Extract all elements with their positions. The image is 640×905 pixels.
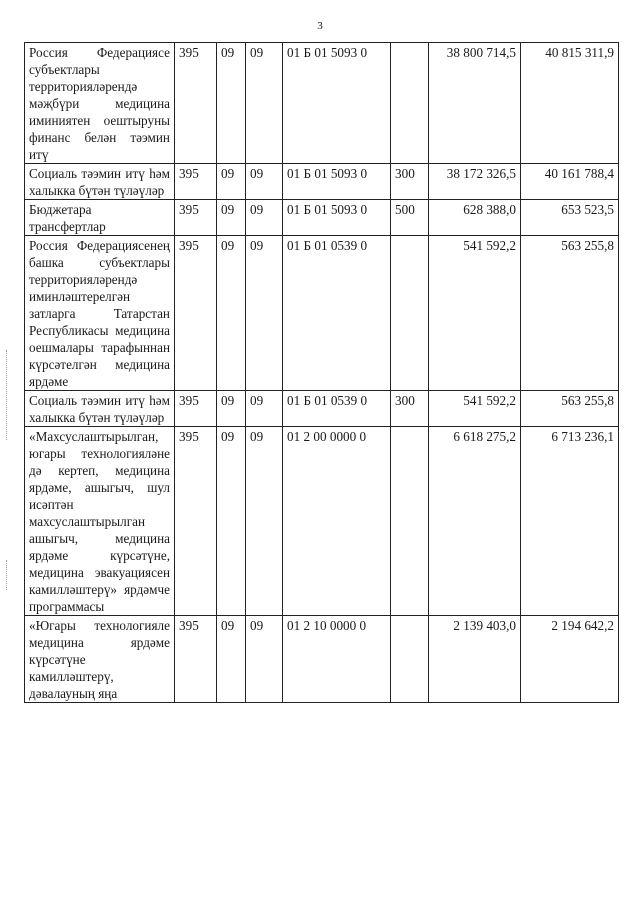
table-row xyxy=(25,164,619,200)
amount-year-1: 541 592,2 xyxy=(429,236,521,391)
scan-mark xyxy=(6,560,8,590)
target-article: 01 Б 01 0539 0 xyxy=(283,391,391,427)
expense-type xyxy=(391,43,429,164)
page-number: 3 xyxy=(317,20,323,32)
amount-year-2: 563 255,8 xyxy=(521,391,619,427)
row-name: Россия Федерациясенең башка субъектлары территорияләрендә иминләштерелгән затларга Татарстан Республикасы медицина оешмалары тарафыннан күрсәтелгән медицина ярдәме xyxy=(25,236,175,391)
row-name: «Югары технологияле медицина ярдәме күрсәтүне камилләштерү, дәвалауның яңа xyxy=(25,616,175,703)
row-name: Бюджетара трансфертлар xyxy=(25,200,175,236)
section-code: 09 xyxy=(217,391,246,427)
ministry-code: 395 xyxy=(175,427,217,616)
ministry-code: 395 xyxy=(175,391,217,427)
table-row xyxy=(25,427,619,616)
table-row xyxy=(25,236,619,391)
amount-year-2: 40 815 311,9 xyxy=(521,43,619,164)
table-row xyxy=(25,616,619,703)
target-article: 01 2 10 0000 0 xyxy=(283,616,391,703)
amount-year-1: 541 592,2 xyxy=(429,391,521,427)
amount-year-1: 38 800 714,5 xyxy=(429,43,521,164)
row-name: «Махсуслаштырылган, югары технологияләне дә кертеп, медицина ярдәме, ашыгыч, шул исәптән махсуслаштырылган ашыгыч, медицина ярдәме күрсәтүне, медицина эвакуациясен камилләштерү» ярдәмче программасы xyxy=(25,427,175,616)
expense-type: 300 xyxy=(391,164,429,200)
table-row xyxy=(25,200,619,236)
ministry-code: 395 xyxy=(175,43,217,164)
expense-type: 300 xyxy=(391,391,429,427)
expense-type xyxy=(391,616,429,703)
subsection-code: 09 xyxy=(246,616,283,703)
subsection-code: 09 xyxy=(246,391,283,427)
subsection-code: 09 xyxy=(246,200,283,236)
row-name: Социаль тәэмин итү һәм халыкка бүтән түләүләр xyxy=(25,391,175,427)
subsection-code: 09 xyxy=(246,164,283,200)
subsection-code: 09 xyxy=(246,427,283,616)
ministry-code: 395 xyxy=(175,616,217,703)
amount-year-1: 6 618 275,2 xyxy=(429,427,521,616)
section-code: 09 xyxy=(217,43,246,164)
ministry-code: 395 xyxy=(175,236,217,391)
section-code: 09 xyxy=(217,616,246,703)
section-code: 09 xyxy=(217,427,246,616)
table-row xyxy=(25,391,619,427)
expense-type xyxy=(391,427,429,616)
row-name: Социаль тәэмин итү һәм халыкка бүтән түләүләр xyxy=(25,164,175,200)
ministry-code: 395 xyxy=(175,200,217,236)
ministry-code: 395 xyxy=(175,164,217,200)
section-code: 09 xyxy=(217,164,246,200)
amount-year-1: 38 172 326,5 xyxy=(429,164,521,200)
target-article: 01 Б 01 5093 0 xyxy=(283,43,391,164)
target-article: 01 Б 01 5093 0 xyxy=(283,164,391,200)
expense-type xyxy=(391,236,429,391)
section-code: 09 xyxy=(217,236,246,391)
target-article: 01 2 00 0000 0 xyxy=(283,427,391,616)
amount-year-1: 2 139 403,0 xyxy=(429,616,521,703)
target-article: 01 Б 01 0539 0 xyxy=(283,236,391,391)
expense-type: 500 xyxy=(391,200,429,236)
amount-year-2: 563 255,8 xyxy=(521,236,619,391)
subsection-code: 09 xyxy=(246,43,283,164)
scan-mark xyxy=(6,350,8,440)
row-name: Россия Федерациясе субъектлары территорияләрендә мәҗбүри медицина иминиятен оештыруны финанс белән тәэмин итү xyxy=(25,43,175,164)
amount-year-2: 2 194 642,2 xyxy=(521,616,619,703)
amount-year-1: 628 388,0 xyxy=(429,200,521,236)
section-code: 09 xyxy=(217,200,246,236)
amount-year-2: 40 161 788,4 xyxy=(521,164,619,200)
amount-year-2: 653 523,5 xyxy=(521,200,619,236)
target-article: 01 Б 01 5093 0 xyxy=(283,200,391,236)
amount-year-2: 6 713 236,1 xyxy=(521,427,619,616)
budget-table-body xyxy=(25,43,619,703)
budget-table xyxy=(24,42,619,703)
table-row xyxy=(25,43,619,164)
subsection-code: 09 xyxy=(246,236,283,391)
